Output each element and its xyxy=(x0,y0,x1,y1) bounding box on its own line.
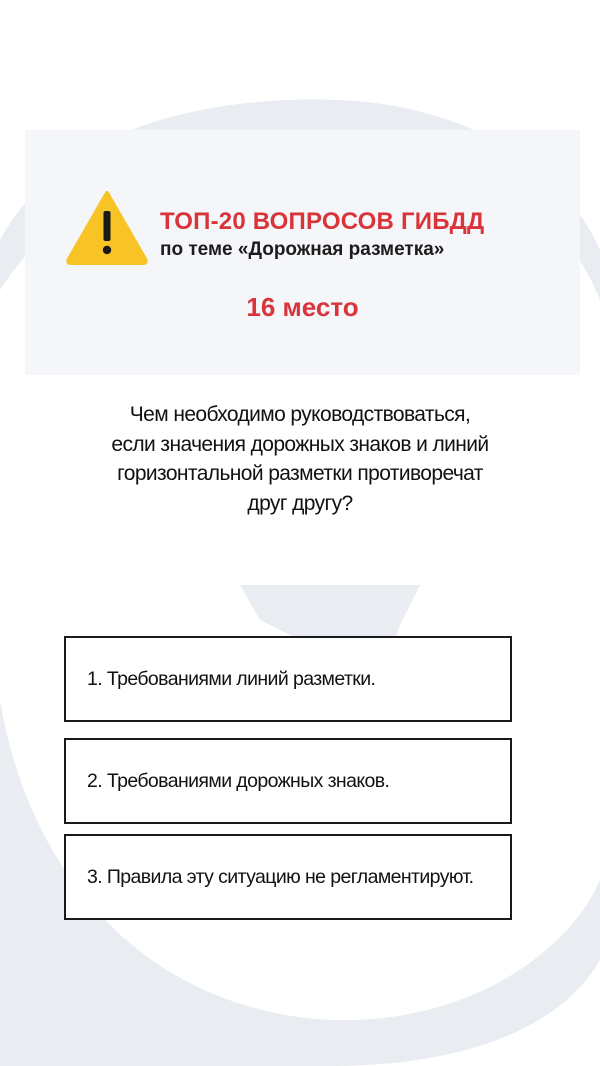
warning-triangle-icon xyxy=(65,189,149,265)
answer-option-2[interactable]: 2. Требованиями дорожных знаков. xyxy=(64,738,512,824)
question-line: друг другу? xyxy=(247,491,353,515)
question-line: если значения дорожных знаков и линий xyxy=(111,432,489,456)
answer-option-3[interactable]: 3. Правила эту ситуацию не регламентируют. xyxy=(64,834,512,920)
question-line: горизонтальной разметки противоречат xyxy=(117,462,483,485)
answer-option-1[interactable]: 1. Требованиями линий разметки. xyxy=(64,636,512,722)
header-title: ТОП-20 ВОПРОСОВ ГИБДД xyxy=(160,208,485,235)
header-card xyxy=(25,130,580,375)
question-line: Чем необходимо руководствоваться, xyxy=(129,403,471,426)
header-subtitle: по теме «Дорожная разметка» xyxy=(160,239,445,260)
rank-label: 16 место xyxy=(246,292,359,322)
question-text xyxy=(40,400,560,518)
